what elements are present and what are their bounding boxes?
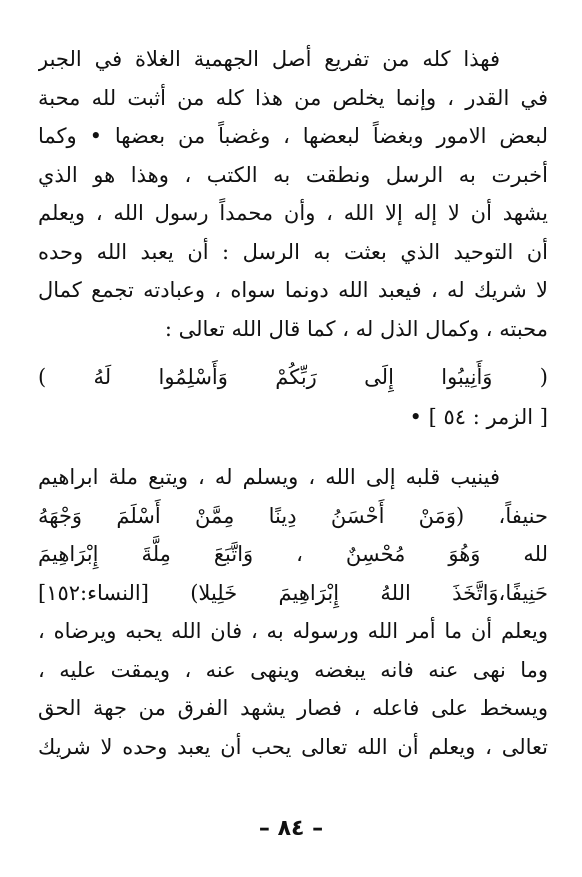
text-line: محبته ، وكمال الذل له ، كما قال الله تعالى : [164,316,548,341]
text-line: في القدر ، وإنما يخلص من هذا كله من أثبت لله محبة [38,85,548,110]
text-line: لبعض الامور وبغضاً لبعضها ، وغضباً من بعضها • وكما [38,124,548,148]
paragraph-2 [38,458,548,766]
text-line: يشهد أن لا إله إلا الله ، وأن محمداً رسول الله ، ويعلم [38,201,548,225]
paragraph-1 [38,40,548,348]
text-line: فهذا كله من تفريع أصل الجهمية الغلاة في الجبر [38,47,500,71]
text-line: ويعلم أن ما أمر الله ورسوله به ، فان الله يحبه ويرضاه ، [38,619,548,643]
page-number: – ٨٤ – [258,816,324,841]
text-line: لله وَهُوَ مُحْسِنٌ ، وَاتَّبَعَ مِلَّةَ إِبْرَاهِيمَ [38,542,548,566]
page-body [38,40,548,766]
text-line: أخبرت به الرسل ونطقت به الكتب ، وهذا هو الذي [38,162,548,187]
text-line: أن التوحيد الذي بعثت به الرسل : أن يعبد الله وحده [38,239,548,264]
text-line: وما نهى عنه فانه يبغضه وينهى عنه ، ويمقت عليه ، [38,657,548,682]
quran-verse: ( وَأَنِيبُوا إِلَى رَبِّكُمْ وَأَسْلِمُوا لَهُ ) [38,365,548,389]
text-line: تعالى ، ويعلم أن الله تعالى يحب أن يعبد وحده لا شريك [38,734,548,759]
text-line: فينيب قلبه إلى الله ، ويسلم له ، ويتبع ملة ابراهيم [38,465,500,489]
verse-reference: [ الزمر : ٥٤ ] • [409,405,548,429]
text-line: حنيفاً، (وَمَنْ أَحْسَنُ دِينًا مِمَّنْ أَسْلَمَ وَجْهَهُ [38,503,548,528]
text-line: لا شريك له ، فيعبد الله دونما سواه ، وعبادته تجمع كمال [38,278,548,302]
text-line: حَنِيفًا،وَاتَّخَذَ اللهُ إِبْرَاهِيمَ خَلِيلا) [النساء:١٥٢] [38,580,548,605]
text-line: ويسخط على فاعله ، فصار يشهد الفرق من جهة الحق [38,696,548,720]
quran-verse-block [38,356,548,436]
